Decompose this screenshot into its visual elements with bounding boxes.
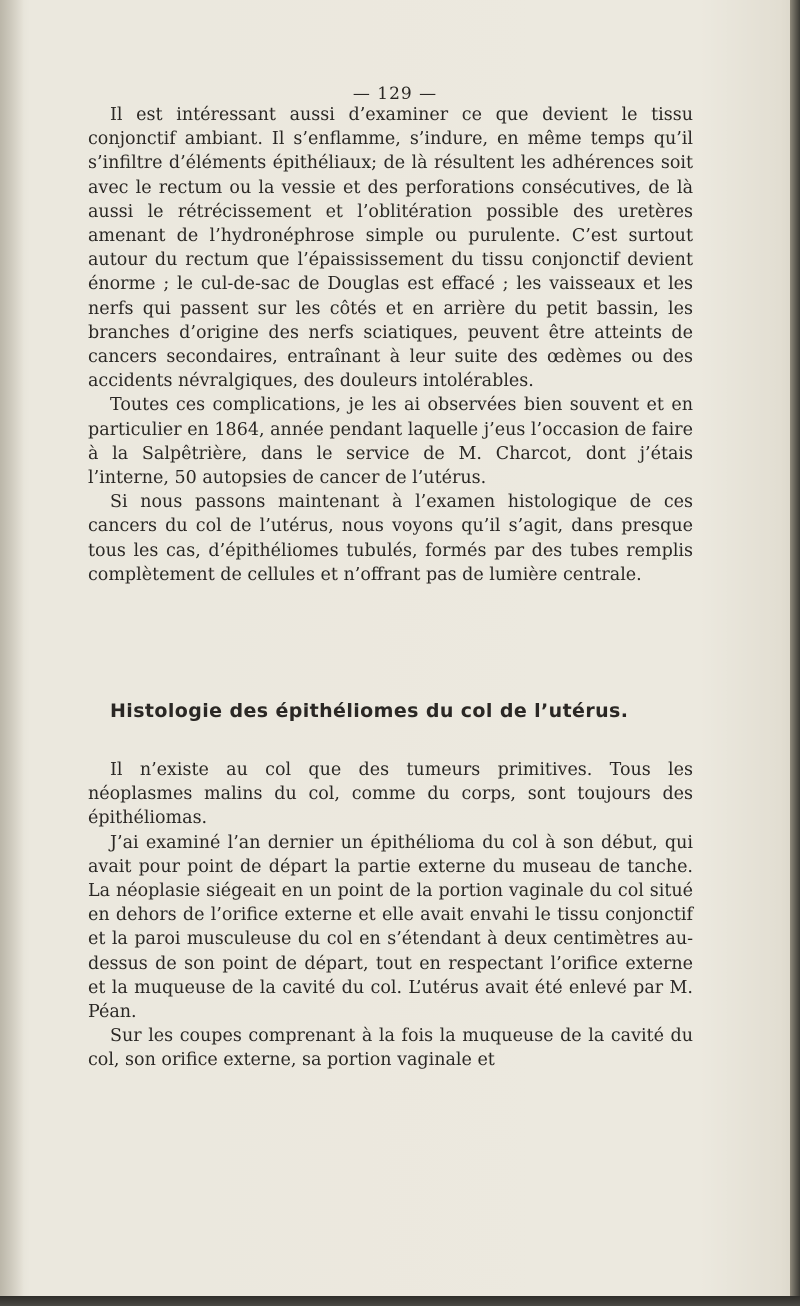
paragraph: Il n’existe au col que des tumeurs primitives. Tous les néoplasmes malins du col, comme du corps, sont toujours des épithéliomas. [88,760,693,829]
paragraph: Toutes ces complications, je les ai observées bien souvent et en particulier en 1864, année pendant laquelle j’eus l’occasion de faire à la Salpêtrière, dans le service de M. Charcot, dont j’étais l’interne, 50 autopsies de cancer de l’utérus. [88,395,693,489]
paragraph: Si nous passons maintenant à l’examen histologique de ces cancers du col de l’utérus, nous voyons qu’il s’agit, dans presque tous les cas, d’épithéliomes tubulés, formés par des tubes remplis complètement de cellules et n’offrant pas de lumière centrale. [88,492,693,585]
page-number: — 129 — [352,84,438,104]
paragraph: J’ai examiné l’an dernier un épithélioma du col à son début, qui avait pour point de départ la partie externe du museau de tanche. La néoplasie siégeait en un point de la portion vaginale du col situé en dehors de l’orifice externe et elle avait envahi le tissu conjonctif et la paroi musculeuse du col en s’étendant à deux centimètres au-dessus de son point de départ, tout en respectant l’orifice externe et la muqueuse de la cavité du col. L’utérus avait été enlevé par M. Péan. [88,832,693,1023]
page-edge [790,0,800,1306]
section-heading: Histologie des épithéliomes du col de l’utérus. [110,700,629,722]
paragraph: Sur les coupes comprenant à la fois la muqueuse de la cavité du col, son orifice externe, sa portion vaginale et [88,1026,693,1071]
binding-shadow [0,0,24,1306]
bottom-edge [0,1296,800,1306]
body-text-section-2 [88,758,693,1073]
body-text-section-1 [88,103,693,587]
paragraph: Il est intéressant aussi d’examiner ce que devient le tissu conjonctif ambiant. Il s’enflamme, s’indure, en même temps qu’il s’infiltre d’éléments épithéliaux; de là résultent les adhérences soit avec le rectum ou la vessie et des perforations consécutives, de là aussi le rétrécissement et l’oblitération possible des uretères amenant de l’hydronéphrose simple ou purulente. C’est surtout autour du rectum que l’épaississement du tissu conjonctif devient énorme ; le cul-de-sac de Douglas est effacé ; les vaisseaux et les nerfs qui passent sur les côtés et en arrière du petit bassin, les branches d’origine des nerfs sciatiques, peuvent être atteints de cancers secondaires, entraînant à leur suite des œdèmes ou des accidents névralgiques, des douleurs intolérables. [88,105,693,392]
